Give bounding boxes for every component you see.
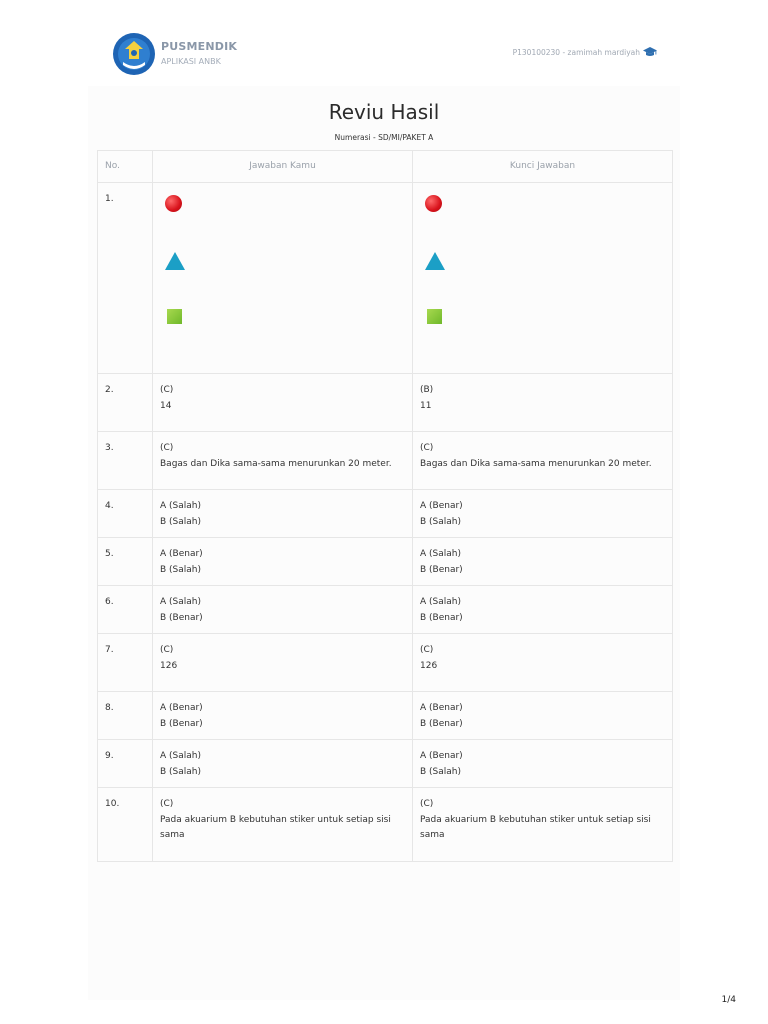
row-number: 3. <box>98 432 153 490</box>
row-number: 4. <box>98 490 153 538</box>
table-row <box>98 740 673 788</box>
app-header <box>0 0 768 86</box>
table-row <box>98 183 673 374</box>
page-number: 1/4 <box>721 995 736 1005</box>
blue-triangle-icon <box>425 252 445 270</box>
brand-name: PUSMENDIK <box>161 40 238 53</box>
blue-triangle-icon <box>165 252 185 270</box>
key-cell: A (Benar) B (Benar) <box>413 692 673 740</box>
key-cell: (B) 11 <box>413 374 673 432</box>
red-circle-icon <box>165 195 182 212</box>
row-number: 7. <box>98 634 153 692</box>
page-subtitle: Numerasi - SD/MI/PAKET A <box>334 133 434 142</box>
green-square-icon <box>427 309 442 324</box>
answer-cell: (C) Bagas dan Dika sama-sama menurunkan 20 meter. <box>153 432 413 490</box>
results-table <box>97 150 673 862</box>
user-info[interactable] <box>513 47 657 57</box>
key-cell: (C) 126 <box>413 634 673 692</box>
row-number: 10. <box>98 788 153 862</box>
red-circle-icon <box>425 195 442 212</box>
answer-cell: A (Salah) B (Benar) <box>153 586 413 634</box>
row-number: 1. <box>98 183 153 374</box>
key-cell: A (Salah) B (Benar) <box>413 538 673 586</box>
key-cell: (C) Bagas dan Dika sama-sama menurunkan 20 meter. <box>413 432 673 490</box>
user-label: P130100230 - zamimah mardiyah <box>512 47 640 57</box>
answer-cell: (C) 126 <box>153 634 413 692</box>
answer-cell: A (Salah) B (Salah) <box>153 740 413 788</box>
header-no: No. <box>98 151 153 183</box>
table-row <box>98 432 673 490</box>
table-row <box>98 586 673 634</box>
key-cell: A (Benar) B (Salah) <box>413 740 673 788</box>
kemendikbud-logo-icon <box>112 32 156 76</box>
header-key: Kunci Jawaban <box>413 151 673 183</box>
answer-cell: (C) Pada akuarium B kebutuhan stiker untuk setiap sisi sama <box>153 788 413 862</box>
row-number: 9. <box>98 740 153 788</box>
row-number: 8. <box>98 692 153 740</box>
row-number: 5. <box>98 538 153 586</box>
table-row <box>98 374 673 432</box>
table-row <box>98 788 673 862</box>
header-answer: Jawaban Kamu <box>153 151 413 183</box>
answer-cell <box>153 183 413 374</box>
answer-cell: A (Salah) B (Salah) <box>153 490 413 538</box>
key-cell: A (Benar) B (Salah) <box>413 490 673 538</box>
answer-cell: A (Benar) B (Salah) <box>153 538 413 586</box>
answer-cell: A (Benar) B (Benar) <box>153 692 413 740</box>
key-cell <box>413 183 673 374</box>
page-title: Reviu Hasil <box>328 100 440 124</box>
brand-subtitle: APLIKASI ANBK <box>161 57 221 66</box>
table-row <box>98 538 673 586</box>
table-row <box>98 692 673 740</box>
key-cell: A (Salah) B (Benar) <box>413 586 673 634</box>
row-number: 6. <box>98 586 153 634</box>
graduation-cap-icon <box>643 47 657 57</box>
table-row <box>98 634 673 692</box>
table-row <box>98 490 673 538</box>
green-square-icon <box>167 309 182 324</box>
answer-cell: (C) 14 <box>153 374 413 432</box>
row-number: 2. <box>98 374 153 432</box>
table-header-row <box>98 151 673 183</box>
key-cell: (C) Pada akuarium B kebutuhan stiker untuk setiap sisi sama <box>413 788 673 862</box>
